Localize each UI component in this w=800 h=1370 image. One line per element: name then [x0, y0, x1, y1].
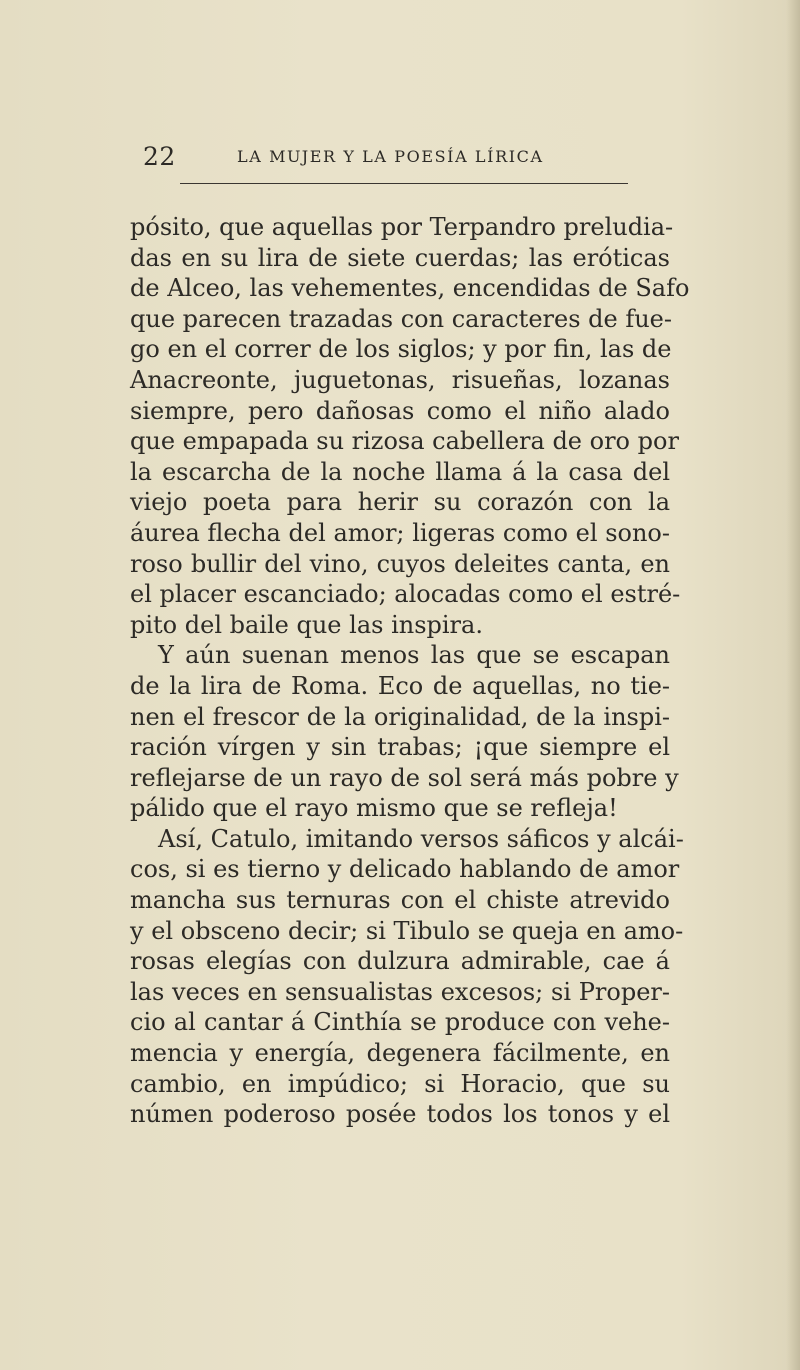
- text-line: ración vírgen y sin trabas; ¡que siempre el: [130, 733, 670, 762]
- text-line: cio al cantar á Cinthía se produce con vehe-: [130, 1008, 670, 1037]
- text-line: la escarcha de la noche llama á la casa del: [130, 457, 670, 486]
- text-line: el placer escanciado; alocadas como el estré-: [130, 580, 681, 609]
- text-line: cambio, en impúdico; si Horacio, que su: [130, 1069, 670, 1098]
- text-line: Anacreonte, juguetonas, risueñas, lozanas: [130, 365, 670, 394]
- header-rule: [180, 183, 628, 184]
- text-line: das en su lira de siete cuerdas; las eróticas: [130, 243, 670, 272]
- paragraph-start-line: Así, Catulo, imitando versos sáficos y alcái-: [158, 824, 684, 853]
- text-line: las veces en sensualistas excesos; si Proper-: [130, 977, 670, 1006]
- running-title: LA MUJER Y LA POESÍA LÍRICA: [237, 147, 544, 166]
- text-line: viejo poeta para herir su corazón con la: [130, 488, 670, 517]
- text-line: númen poderoso posée todos los tonos y el: [130, 1100, 670, 1129]
- text-line: que parecen trazadas con caracteres de fue-: [130, 304, 672, 333]
- paragraph-end-line: pito del baile que las inspira.: [130, 610, 483, 639]
- text-line: siempre, pero dañosas como el niño alado: [130, 396, 670, 425]
- text-line: que empapada su rizosa cabellera de oro por: [130, 427, 679, 456]
- body-text: [130, 212, 690, 1130]
- text-line: de Alceo, las vehementes, encendidas de Safo: [130, 274, 690, 303]
- paragraph-end-line: pálido que el rayo mismo que se refleja!: [130, 794, 618, 823]
- running-head: [143, 142, 663, 172]
- text-line: rosas elegías con dulzura admirable, cae á: [130, 947, 670, 976]
- text-line: nen el frescor de la originalidad, de la inspi-: [130, 702, 670, 731]
- page-edge-shadow: [786, 0, 800, 1370]
- page-number: 22: [143, 142, 176, 171]
- text-line: go en el correr de los siglos; y por fin, las de: [130, 335, 672, 364]
- text-line: reflejarse de un rayo de sol será más pobre y: [130, 763, 679, 792]
- text-line: roso bullir del vino, cuyos deleites canta, en: [130, 549, 670, 578]
- paragraph-start-line: Y aún suenan menos las que se escapan: [158, 641, 670, 670]
- text-line: mencia y energía, degenera fácilmente, en: [130, 1039, 670, 1068]
- text-line: áurea flecha del amor; ligeras como el sono-: [130, 518, 670, 547]
- text-line: de la lira de Roma. Eco de aquellas, no tie-: [130, 671, 670, 700]
- text-line: cos, si es tierno y delicado hablando de amor: [130, 855, 680, 884]
- text-line: mancha sus ternuras con el chiste atrevido: [130, 886, 670, 915]
- text-line: pósito, que aquellas por Terpandro preludia-: [130, 213, 674, 241]
- text-line: y el obsceno decir; si Tibulo se queja en amo-: [130, 916, 684, 945]
